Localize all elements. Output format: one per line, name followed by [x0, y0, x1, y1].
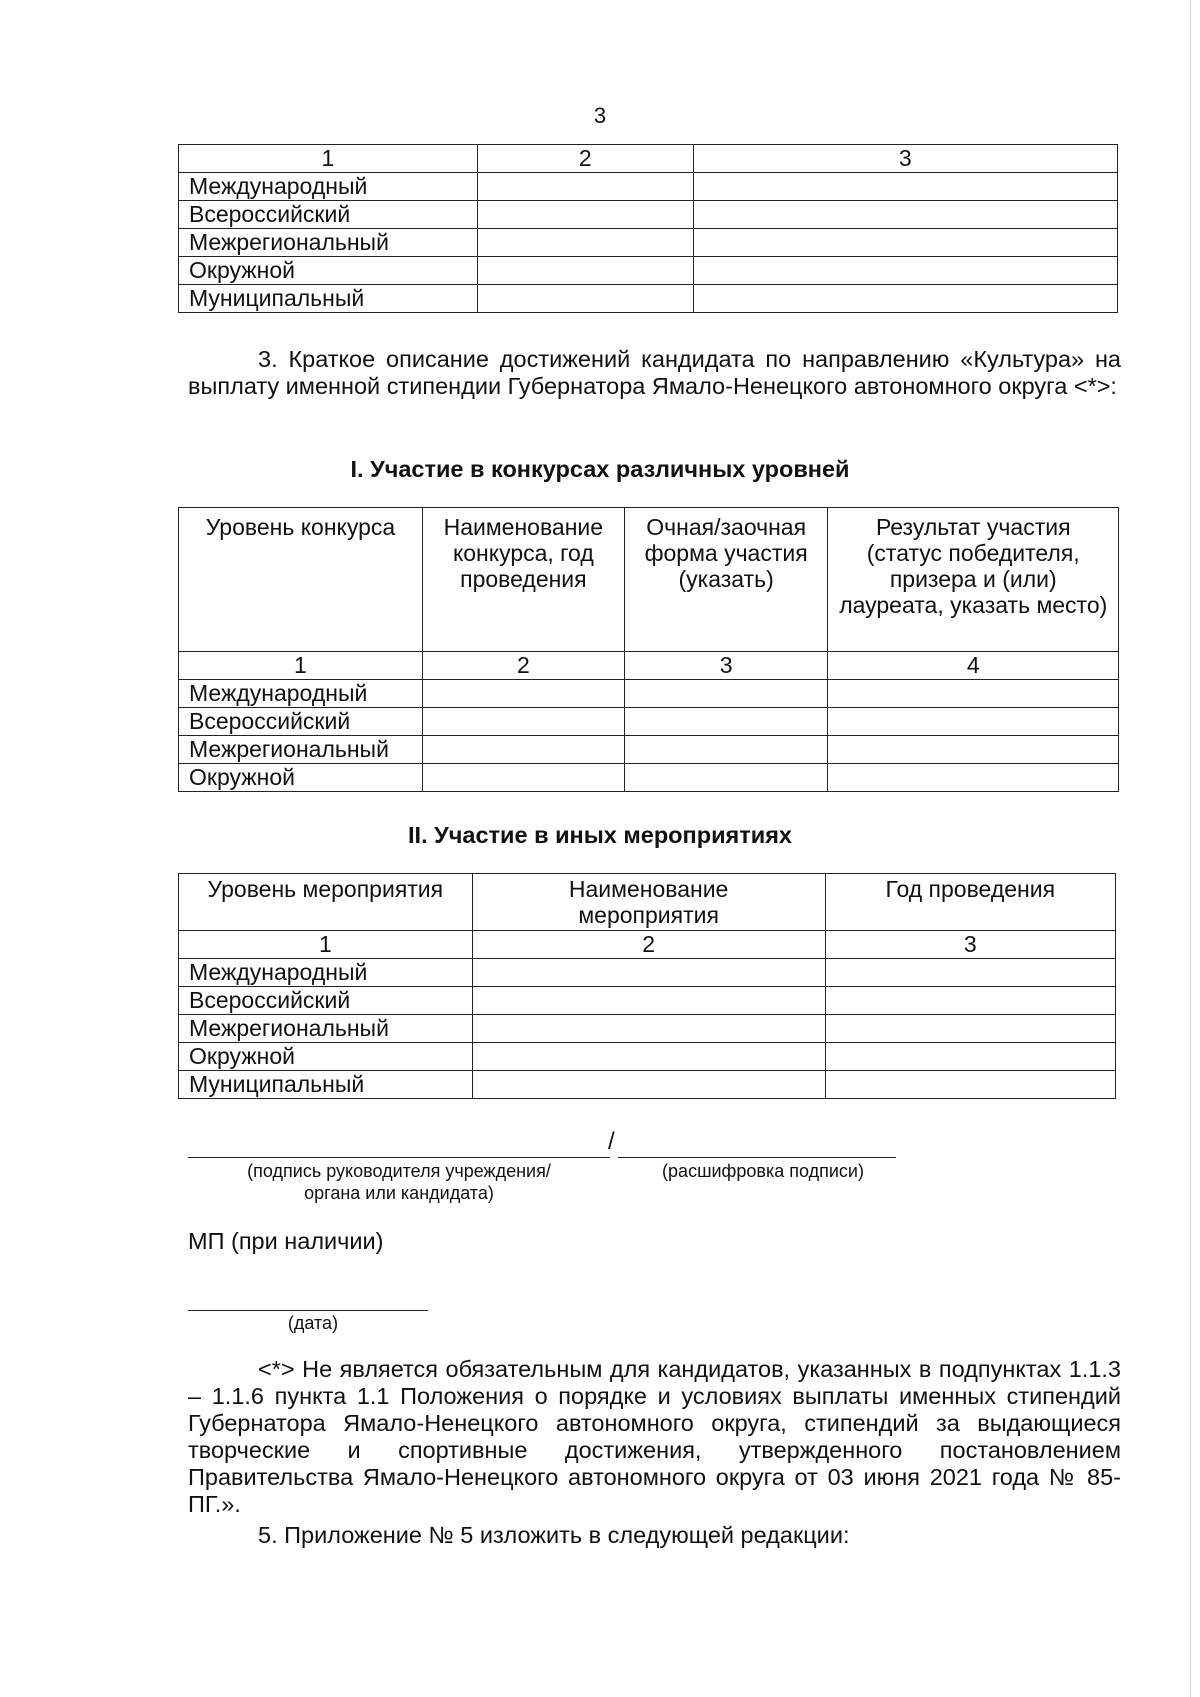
empty-cell [825, 987, 1115, 1015]
footnote [188, 1356, 1121, 1518]
stamp-place: МП (при наличии) [188, 1228, 384, 1254]
empty-cell [472, 987, 825, 1015]
column-number: 3 [693, 145, 1117, 173]
empty-cell [477, 285, 693, 313]
level-cell: Всероссийский [179, 201, 478, 229]
table-number-row [179, 931, 1116, 959]
signature-decode-line [618, 1157, 896, 1158]
empty-cell [624, 736, 828, 764]
table-row [179, 201, 1118, 229]
column-number: 1 [179, 145, 478, 173]
empty-cell [422, 764, 624, 792]
level-cell: Международный [179, 959, 473, 987]
empty-cell [828, 680, 1119, 708]
paragraph-3 [188, 346, 1121, 400]
table-row [179, 708, 1119, 736]
table-head [179, 508, 1119, 652]
table-row [179, 285, 1118, 313]
empty-cell [825, 959, 1115, 987]
level-cell: Международный [179, 173, 478, 201]
column-number: 3 [825, 931, 1115, 959]
empty-cell [477, 173, 693, 201]
empty-cell [825, 1043, 1115, 1071]
level-cell: Окружной [179, 1043, 473, 1071]
empty-cell [624, 764, 828, 792]
table-row [179, 1015, 1116, 1043]
empty-cell [422, 680, 624, 708]
table-row [179, 680, 1119, 708]
empty-cell [693, 173, 1117, 201]
level-cell: Окружной [179, 764, 423, 792]
level-cell: Окружной [179, 257, 478, 285]
section-1-title: I. Участие в конкурсах различных уровней [350, 456, 850, 482]
column-number: 2 [422, 652, 624, 680]
empty-cell [477, 229, 693, 257]
table-row [179, 1071, 1116, 1099]
date-line [188, 1310, 428, 1311]
level-cell: Всероссийский [179, 987, 473, 1015]
empty-cell [477, 201, 693, 229]
empty-cell [477, 257, 693, 285]
empty-cell [472, 1015, 825, 1043]
column-number: 2 [472, 931, 825, 959]
table-row [179, 764, 1119, 792]
table-row [179, 736, 1119, 764]
signature-caption [188, 1160, 610, 1204]
empty-cell [624, 708, 828, 736]
column-number: 1 [179, 931, 473, 959]
table-row [179, 257, 1118, 285]
column-number: 1 [179, 652, 423, 680]
column-header: Уровень мероприятия [179, 874, 473, 931]
signature-caption-line-2: органа или кандидата) [304, 1183, 494, 1203]
empty-cell [825, 1071, 1115, 1099]
paragraph-3-text: 3. Краткое описание достижений кандидата по направлению «Культура» на выплату именной стипендии Губернатора Ямало-Ненецкого автономного округа <*>: [188, 346, 1121, 399]
column-number: 3 [624, 652, 828, 680]
page-number: 3 [593, 103, 607, 128]
table-row [179, 229, 1118, 257]
continuation-table [178, 144, 1118, 313]
empty-cell [472, 1043, 825, 1071]
empty-cell [422, 708, 624, 736]
contests-table [178, 507, 1119, 792]
table-head [179, 874, 1116, 931]
events-table [178, 873, 1116, 1099]
level-cell: Всероссийский [179, 708, 423, 736]
empty-cell [472, 1071, 825, 1099]
paragraph-5 [188, 1522, 1121, 1549]
footnote-text: <*> Не является обязательным для кандидатов, указанных в подпунктах 1.1.3 – 1.1.6 пункта 1.1 Положения о порядке и условиях выплаты именных стипендий Губернатора Ямало-Ненецкого автономного округа, стипендий за выдающиеся творческие и спортивные достижения, утвержденного постановлением Правительства Ямало-Ненецкого автономного округа от 03 июня 2021 года № 85-ПГ.». [188, 1356, 1121, 1517]
level-cell: Муниципальный [179, 285, 478, 313]
section-2-title: II. Участие в иных мероприятиях [408, 822, 792, 848]
empty-cell [828, 764, 1119, 792]
signature-caption-line-1: (подпись руководителя учреждения/ [247, 1161, 551, 1181]
level-cell: Муниципальный [179, 1071, 473, 1099]
empty-cell [828, 736, 1119, 764]
table-row [179, 987, 1116, 1015]
table-number-row [179, 652, 1119, 680]
empty-cell [693, 201, 1117, 229]
column-header: Год проведения [825, 874, 1115, 931]
signature-slash: / [608, 1128, 615, 1155]
empty-cell [825, 1015, 1115, 1043]
table-row [179, 173, 1118, 201]
empty-cell [693, 285, 1117, 313]
column-header: Уровень конкурса [179, 508, 423, 652]
level-cell: Международный [179, 680, 423, 708]
column-header: Наименование конкурса, год проведения [422, 508, 624, 652]
table-row [179, 959, 1116, 987]
empty-cell [472, 959, 825, 987]
date-caption: (дата) [287, 1313, 339, 1333]
signature-line [188, 1157, 610, 1158]
column-header: Наименование мероприятия [472, 874, 825, 931]
column-number: 2 [477, 145, 693, 173]
empty-cell [828, 708, 1119, 736]
table-row [179, 1043, 1116, 1071]
empty-cell [422, 736, 624, 764]
column-header: Результат участия (статус победителя, призера и (или) лауреата, указать место) [828, 508, 1119, 652]
column-header: Очная/заочная форма участия (указать) [624, 508, 828, 652]
decode-caption: (расшифровка подписи) [662, 1161, 864, 1181]
column-number: 4 [828, 652, 1119, 680]
empty-cell [693, 257, 1117, 285]
table-header-row [179, 145, 1118, 173]
level-cell: Межрегиональный [179, 229, 478, 257]
level-cell: Межрегиональный [179, 1015, 473, 1043]
empty-cell [693, 229, 1117, 257]
empty-cell [624, 680, 828, 708]
level-cell: Межрегиональный [179, 736, 423, 764]
paragraph-5-text: 5. Приложение № 5 изложить в следующей редакции: [258, 1522, 850, 1548]
